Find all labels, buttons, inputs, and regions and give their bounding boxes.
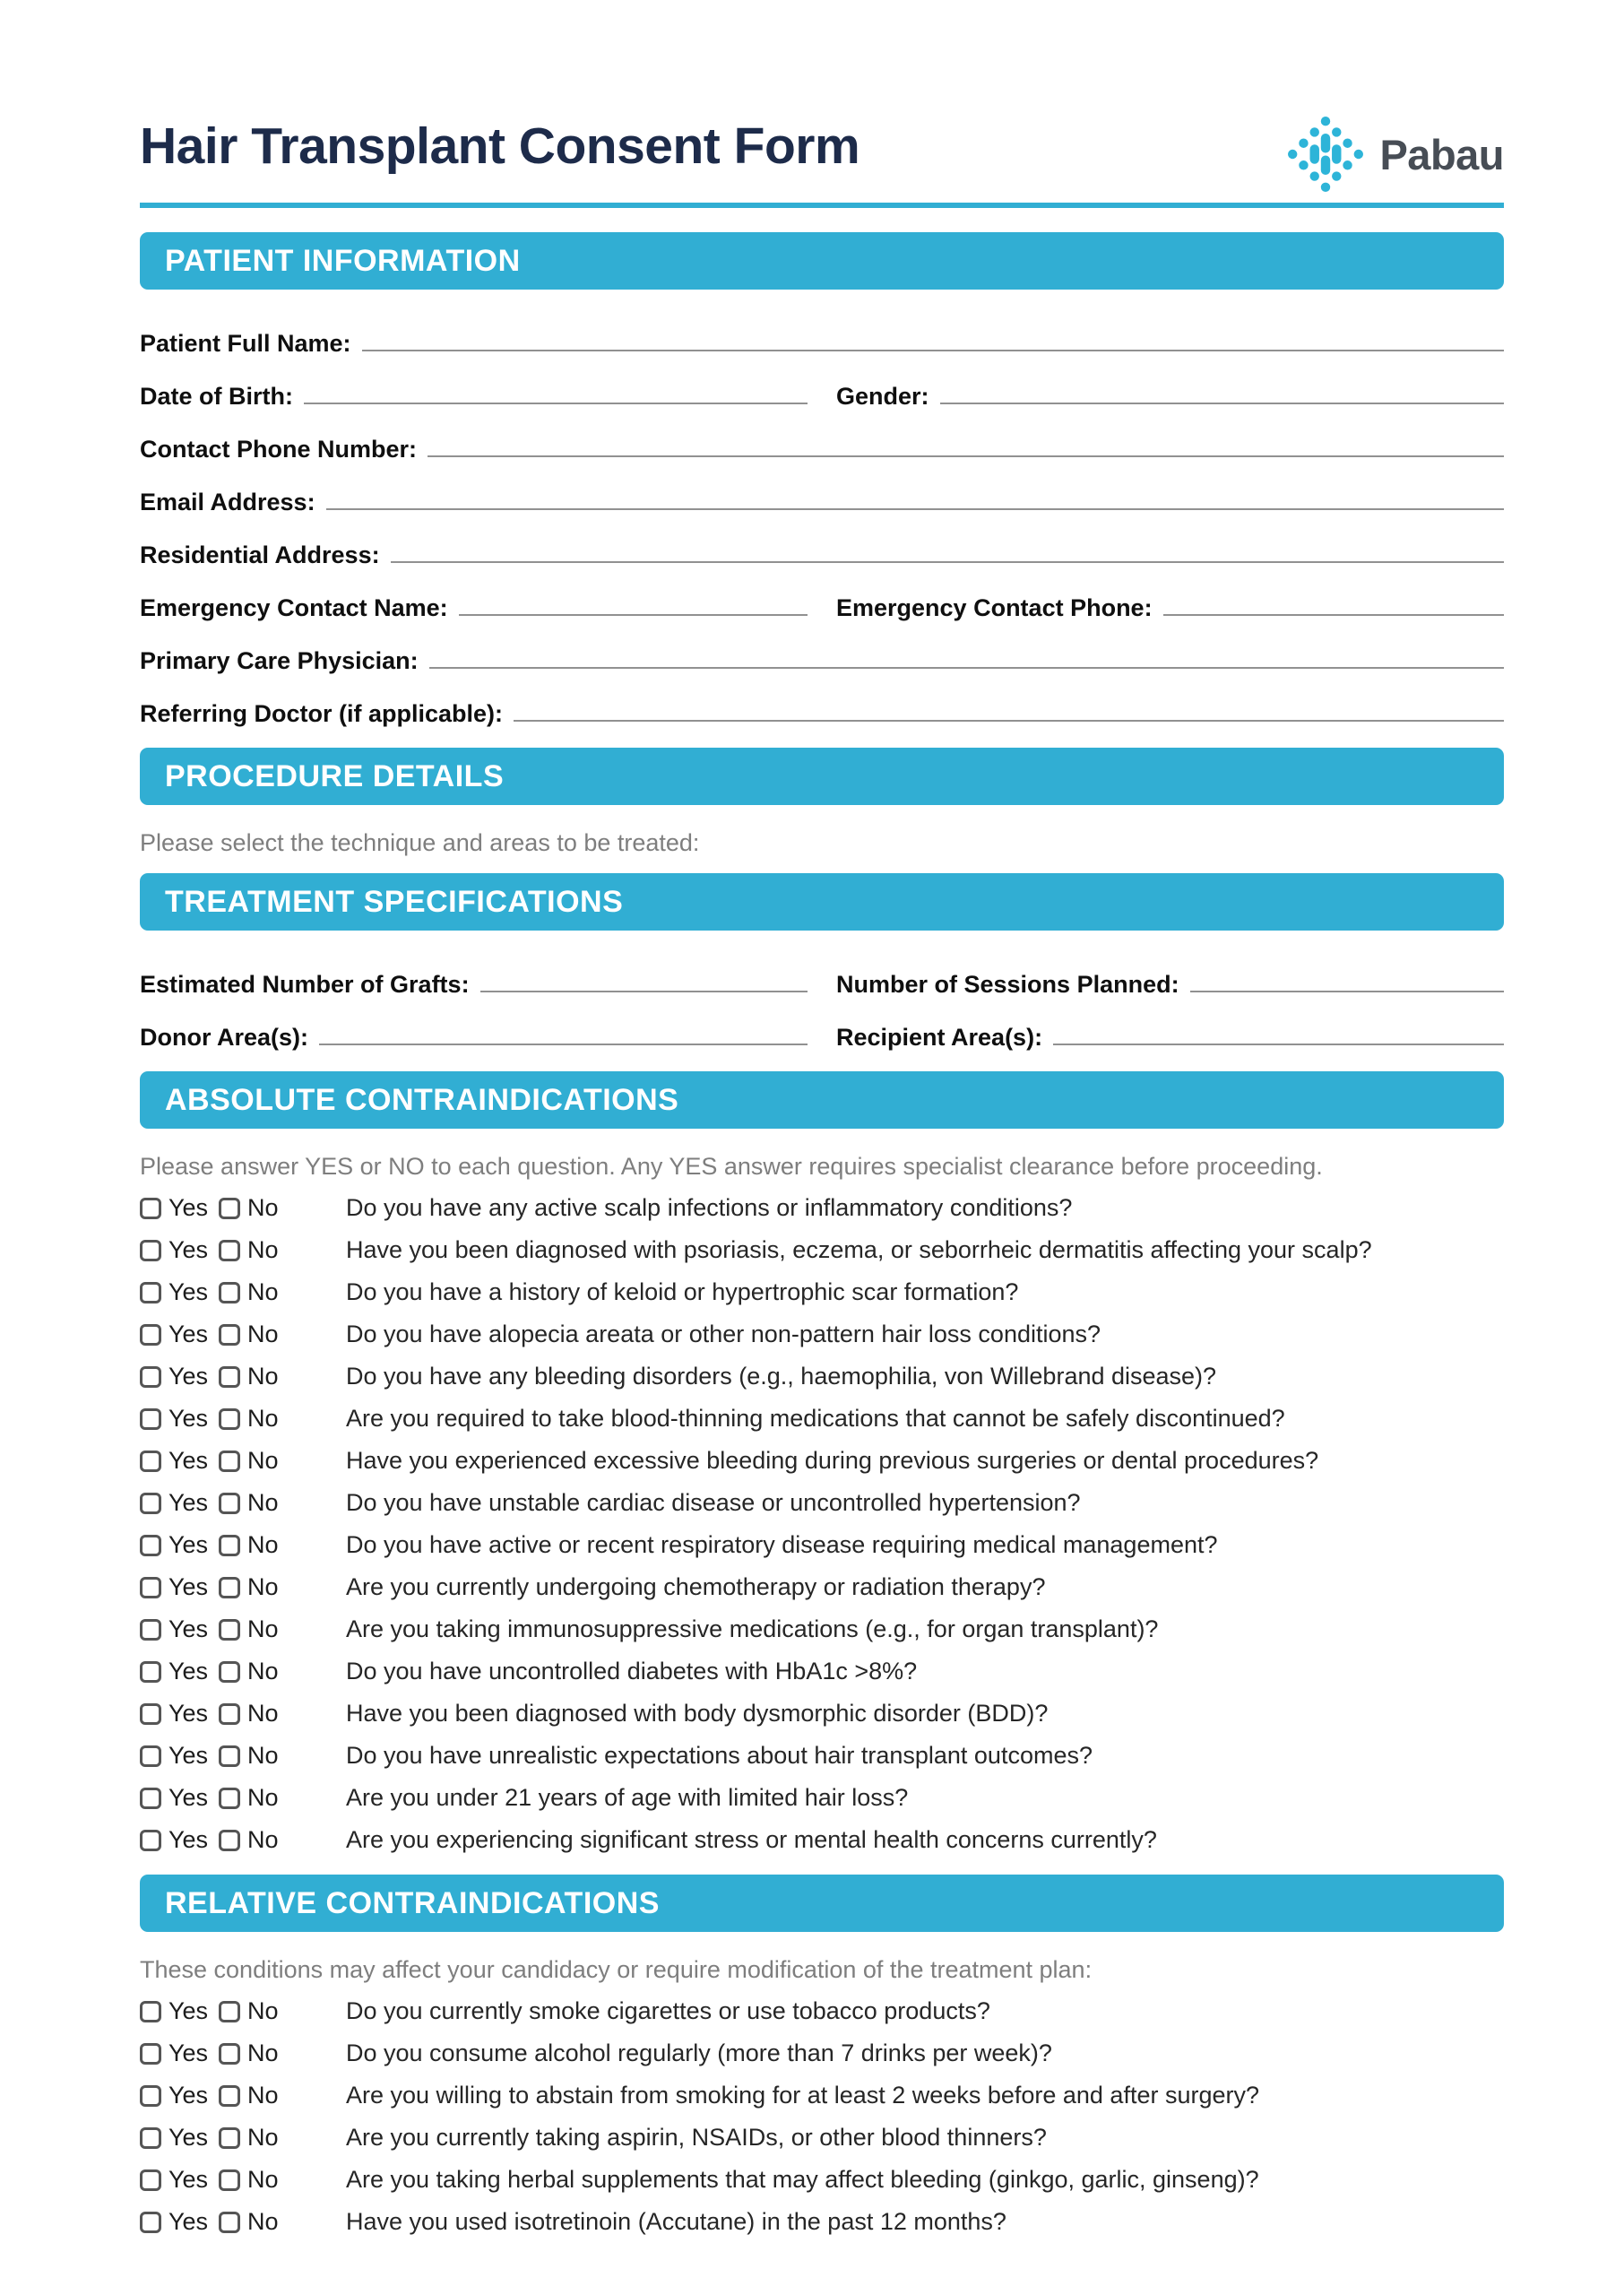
yes-checkbox[interactable] [140,1661,161,1683]
form-field-row [140,643,1504,675]
header-divider [140,203,1504,208]
input-line[interactable] [1163,614,1504,616]
yes-checkbox[interactable] [140,1745,161,1767]
yes-label: Yes [168,1405,209,1432]
yes-no-options [140,2168,346,2192]
question-row [140,1741,1504,1771]
form-field [836,590,1504,622]
yes-no-options [140,1999,346,2023]
field-label: Email Address: [140,489,315,515]
pabau-logo-text: Pabau [1379,130,1504,178]
no-checkbox[interactable] [219,1745,240,1767]
section-header-relative-contraindications [140,1875,1504,1932]
no-label: No [247,2166,279,2193]
yes-no-options [140,1575,346,1599]
question-row [140,1320,1504,1349]
no-label: No [247,1615,279,1642]
no-checkbox[interactable] [219,1282,240,1303]
form-field [140,537,1504,569]
field-label: Emergency Contact Phone: [836,594,1153,621]
no-label: No [247,1784,279,1811]
question-row [140,1362,1504,1391]
question-text: Have you been diagnosed with psoriasis, eczema, or seborrheic dermatitis affecting your scalp? [346,1236,1372,1263]
yes-checkbox[interactable] [140,1577,161,1598]
yes-label: Yes [168,1997,209,2024]
yes-checkbox[interactable] [140,2085,161,2107]
input-line[interactable] [326,508,1504,510]
section-title: RELATIVE CONTRAINDICATIONS [165,1885,660,1920]
document-header [140,117,1504,179]
form-field [140,590,808,622]
yes-checkbox[interactable] [140,1535,161,1556]
question-row [140,1783,1504,1813]
no-label: No [247,1742,279,1769]
absolute-contraindications-questions [140,1193,1504,1855]
yes-checkbox[interactable] [140,1451,161,1472]
input-line[interactable] [459,614,808,616]
question-row [140,1530,1504,1560]
question-text: Do you have active or recent respiratory disease requiring medical management? [346,1531,1218,1558]
yes-label: Yes [168,1236,209,1263]
yes-no-options [140,1702,346,1726]
yes-no-options [140,1744,346,1768]
yes-checkbox[interactable] [140,1408,161,1430]
yes-checkbox[interactable] [140,1788,161,1809]
no-label: No [247,1321,279,1347]
yes-label: Yes [168,1194,209,1221]
no-checkbox[interactable] [219,1788,240,1809]
question-text: Are you currently taking aspirin, NSAIDs, or other blood thinners? [346,2124,1047,2151]
form-field [140,484,1504,516]
no-label: No [247,1363,279,1390]
section-header-procedure-details [140,748,1504,805]
no-checkbox[interactable] [219,1661,240,1683]
form-field-row [140,966,1504,999]
yes-label: Yes [168,1447,209,1474]
yes-checkbox[interactable] [140,1198,161,1219]
yes-no-options [140,1364,346,1389]
yes-no-options [140,1828,346,1852]
yes-label: Yes [168,1489,209,1516]
no-label: No [247,1658,279,1684]
question-group [140,1193,1504,1349]
no-checkbox[interactable] [219,1198,240,1219]
no-label: No [247,1826,279,1853]
input-line[interactable] [362,350,1504,351]
pabau-logo [1284,113,1504,195]
yes-label: Yes [168,2124,209,2151]
form-field [836,1019,1504,1052]
yes-no-options [140,1238,346,1262]
yes-no-options [140,2126,346,2150]
yes-label: Yes [168,1573,209,1600]
field-label: Patient Full Name: [140,330,351,357]
section-header-patient-information [140,232,1504,290]
field-label: Emergency Contact Name: [140,594,448,621]
question-row [140,1996,1504,2026]
field-label: Donor Area(s): [140,1024,309,1051]
yes-no-options [140,1280,346,1304]
yes-label: Yes [168,2208,209,2235]
yes-label: Yes [168,1363,209,1390]
field-label: Estimated Number of Grafts: [140,971,470,998]
yes-no-options [140,1196,346,1220]
section-header-absolute-contraindications [140,1071,1504,1129]
no-checkbox[interactable] [219,1703,240,1725]
yes-checkbox[interactable] [140,1240,161,1261]
form-field-row [140,325,1504,358]
no-checkbox[interactable] [219,1830,240,1851]
no-checkbox[interactable] [219,1619,240,1641]
question-text: Do you have any bleeding disorders (e.g., haemophilia, von Willebrand disease)? [346,1363,1217,1390]
no-label: No [247,1405,279,1432]
question-row [140,2207,1504,2237]
question-row [140,1572,1504,1602]
no-checkbox[interactable] [219,1493,240,1514]
question-text: Have you experienced excessive bleeding during previous surgeries or dental procedures? [346,1447,1319,1474]
question-text: Are you under 21 years of age with limited hair loss? [346,1784,909,1811]
no-checkbox[interactable] [219,1324,240,1346]
question-text: Do you have alopecia areata or other non-pattern hair loss conditions? [346,1321,1101,1347]
question-group [140,1362,1504,1476]
no-checkbox[interactable] [219,1577,240,1598]
question-text: Are you willing to abstain from smoking for at least 2 weeks before and after surgery? [346,2082,1259,2109]
field-label: Primary Care Physician: [140,647,419,674]
yes-label: Yes [168,1742,209,1769]
question-text: Are you currently undergoing chemotherapy or radiation therapy? [346,1573,1046,1600]
yes-no-options [140,1617,346,1641]
yes-checkbox[interactable] [140,2127,161,2149]
yes-label: Yes [168,1278,209,1305]
no-label: No [247,1489,279,1516]
question-text: Do you consume alcohol regularly (more than 7 drinks per week)? [346,2040,1052,2066]
no-checkbox[interactable] [219,1366,240,1388]
section-title: ABSOLUTE CONTRAINDICATIONS [165,1082,679,1117]
question-row [140,2039,1504,2068]
yes-label: Yes [168,1784,209,1811]
form-field-row [140,590,1504,622]
no-checkbox[interactable] [219,2043,240,2065]
question-row [140,1615,1504,1644]
question-row [140,2081,1504,2110]
question-row [140,1825,1504,1855]
no-checkbox[interactable] [219,1451,240,1472]
question-row [140,2123,1504,2152]
form-field [140,966,808,999]
question-text: Are you taking immunosuppressive medications (e.g., for organ transplant)? [346,1615,1159,1642]
question-text: Do you currently smoke cigarettes or use tobacco products? [346,1997,990,2024]
field-label: Gender: [836,383,929,410]
form-field-row [140,696,1504,728]
question-text: Do you have unrealistic expectations about hair transplant outcomes? [346,1742,1093,1769]
question-group [140,1996,1504,2110]
yes-checkbox[interactable] [140,1703,161,1725]
yes-label: Yes [168,1615,209,1642]
yes-checkbox[interactable] [140,1830,161,1851]
no-label: No [247,1531,279,1558]
field-label: Contact Phone Number: [140,436,418,463]
no-label: No [247,2082,279,2109]
field-label: Recipient Area(s): [836,1024,1043,1051]
yes-checkbox[interactable] [140,2169,161,2191]
field-label: Referring Doctor (if applicable): [140,700,504,727]
form-field [140,325,1504,358]
question-group [140,2123,1504,2237]
absolute-intro-text: Please answer YES or NO to each question. Any YES answer requires specialist clearance before proceeding. [140,1153,1323,1180]
yes-label: Yes [168,2040,209,2066]
form-field-row [140,1019,1504,1052]
section-title: PROCEDURE DETAILS [165,758,505,793]
input-line[interactable] [429,667,1504,669]
question-row [140,1277,1504,1307]
yes-checkbox[interactable] [140,1366,161,1388]
question-row [140,1235,1504,1265]
form-field-row [140,484,1504,516]
yes-checkbox[interactable] [140,2212,161,2233]
input-line[interactable] [428,455,1504,457]
input-line[interactable] [514,720,1504,722]
relative-contraindications-questions [140,1996,1504,2237]
yes-label: Yes [168,1826,209,1853]
form-field [140,696,1504,728]
section-title: TREATMENT SPECIFICATIONS [165,884,624,919]
yes-no-options [140,2041,346,2066]
input-line[interactable] [940,403,1504,404]
question-text: Have you been diagnosed with body dysmorphic disorder (BDD)? [346,1700,1049,1727]
question-text: Have you used isotretinoin (Accutane) in the past 12 months? [346,2208,1006,2235]
yes-checkbox[interactable] [140,1282,161,1303]
form-field [140,378,808,411]
input-line[interactable] [319,1044,808,1045]
no-label: No [247,2124,279,2151]
no-label: No [247,2208,279,2235]
yes-label: Yes [168,2082,209,2109]
form-field [836,378,1504,411]
no-label: No [247,1573,279,1600]
question-row [140,1193,1504,1223]
input-line[interactable] [304,403,808,404]
yes-no-options [140,1533,346,1557]
no-checkbox[interactable] [219,2085,240,2107]
input-line[interactable] [1053,1044,1504,1045]
relative-intro-text: These conditions may affect your candidacy or require modification of the treatment plan: [140,1956,1093,1983]
form-field [140,431,1504,463]
yes-no-options [140,2210,346,2234]
question-row [140,1488,1504,1518]
field-label: Number of Sessions Planned: [836,971,1179,998]
yes-label: Yes [168,1321,209,1347]
question-row [140,1404,1504,1433]
no-checkbox[interactable] [219,2212,240,2233]
yes-no-options [140,2083,346,2108]
form-field [140,1019,808,1052]
page-title: Hair Transplant Consent Form [140,117,860,175]
yes-checkbox[interactable] [140,1493,161,1514]
no-label: No [247,1447,279,1474]
input-line[interactable] [391,561,1504,563]
form-field-row [140,431,1504,463]
patient-information-fields [140,325,1504,728]
form-field [140,643,1504,675]
yes-checkbox[interactable] [140,1324,161,1346]
no-label: No [247,1278,279,1305]
treatment-specification-fields [140,966,1504,1052]
question-row [140,1699,1504,1728]
yes-label: Yes [168,2166,209,2193]
no-checkbox[interactable] [219,1240,240,1261]
field-label: Residential Address: [140,541,380,568]
yes-no-options [140,1786,346,1810]
question-text: Are you taking herbal supplements that may affect bleeding (ginkgo, garlic, ginseng)? [346,2166,1259,2193]
yes-label: Yes [168,1531,209,1558]
question-text: Are you required to take blood-thinning medications that cannot be safely discontinued? [346,1405,1285,1432]
yes-checkbox[interactable] [140,2001,161,2022]
question-group [140,1488,1504,1686]
no-checkbox[interactable] [219,1408,240,1430]
no-label: No [247,1194,279,1221]
form-field [836,966,1504,999]
no-label: No [247,1997,279,2024]
yes-no-options [140,1491,346,1515]
yes-no-options [140,1407,346,1431]
section-title: PATIENT INFORMATION [165,243,521,278]
form-field-row [140,378,1504,411]
yes-checkbox[interactable] [140,1619,161,1641]
no-checkbox[interactable] [219,2169,240,2191]
form-field-row [140,537,1504,569]
no-label: No [247,2040,279,2066]
no-checkbox[interactable] [219,2127,240,2149]
question-row [140,2165,1504,2195]
no-checkbox[interactable] [219,1535,240,1556]
pabau-diamond-icon [1284,113,1367,195]
yes-checkbox[interactable] [140,2043,161,2065]
question-group [140,1699,1504,1855]
yes-label: Yes [168,1658,209,1684]
input-line[interactable] [480,991,808,992]
question-row [140,1446,1504,1476]
section-header-treatment-specifications [140,873,1504,931]
yes-no-options [140,1659,346,1684]
yes-label: Yes [168,1700,209,1727]
question-text: Do you have any active scalp infections or inflammatory conditions? [346,1194,1073,1221]
yes-no-options [140,1322,346,1347]
input-line[interactable] [1190,991,1504,992]
procedure-intro-text: Please select the technique and areas to be treated: [140,829,700,856]
no-label: No [247,1700,279,1727]
no-checkbox[interactable] [219,2001,240,2022]
question-row [140,1657,1504,1686]
field-label: Date of Birth: [140,383,293,410]
yes-no-options [140,1449,346,1473]
no-label: No [247,1236,279,1263]
question-text: Do you have uncontrolled diabetes with HbA1c >8%? [346,1658,918,1684]
question-text: Do you have a history of keloid or hypertrophic scar formation? [346,1278,1019,1305]
question-text: Are you experiencing significant stress or mental health concerns currently? [346,1826,1157,1853]
question-text: Do you have unstable cardiac disease or uncontrolled hypertension? [346,1489,1081,1516]
